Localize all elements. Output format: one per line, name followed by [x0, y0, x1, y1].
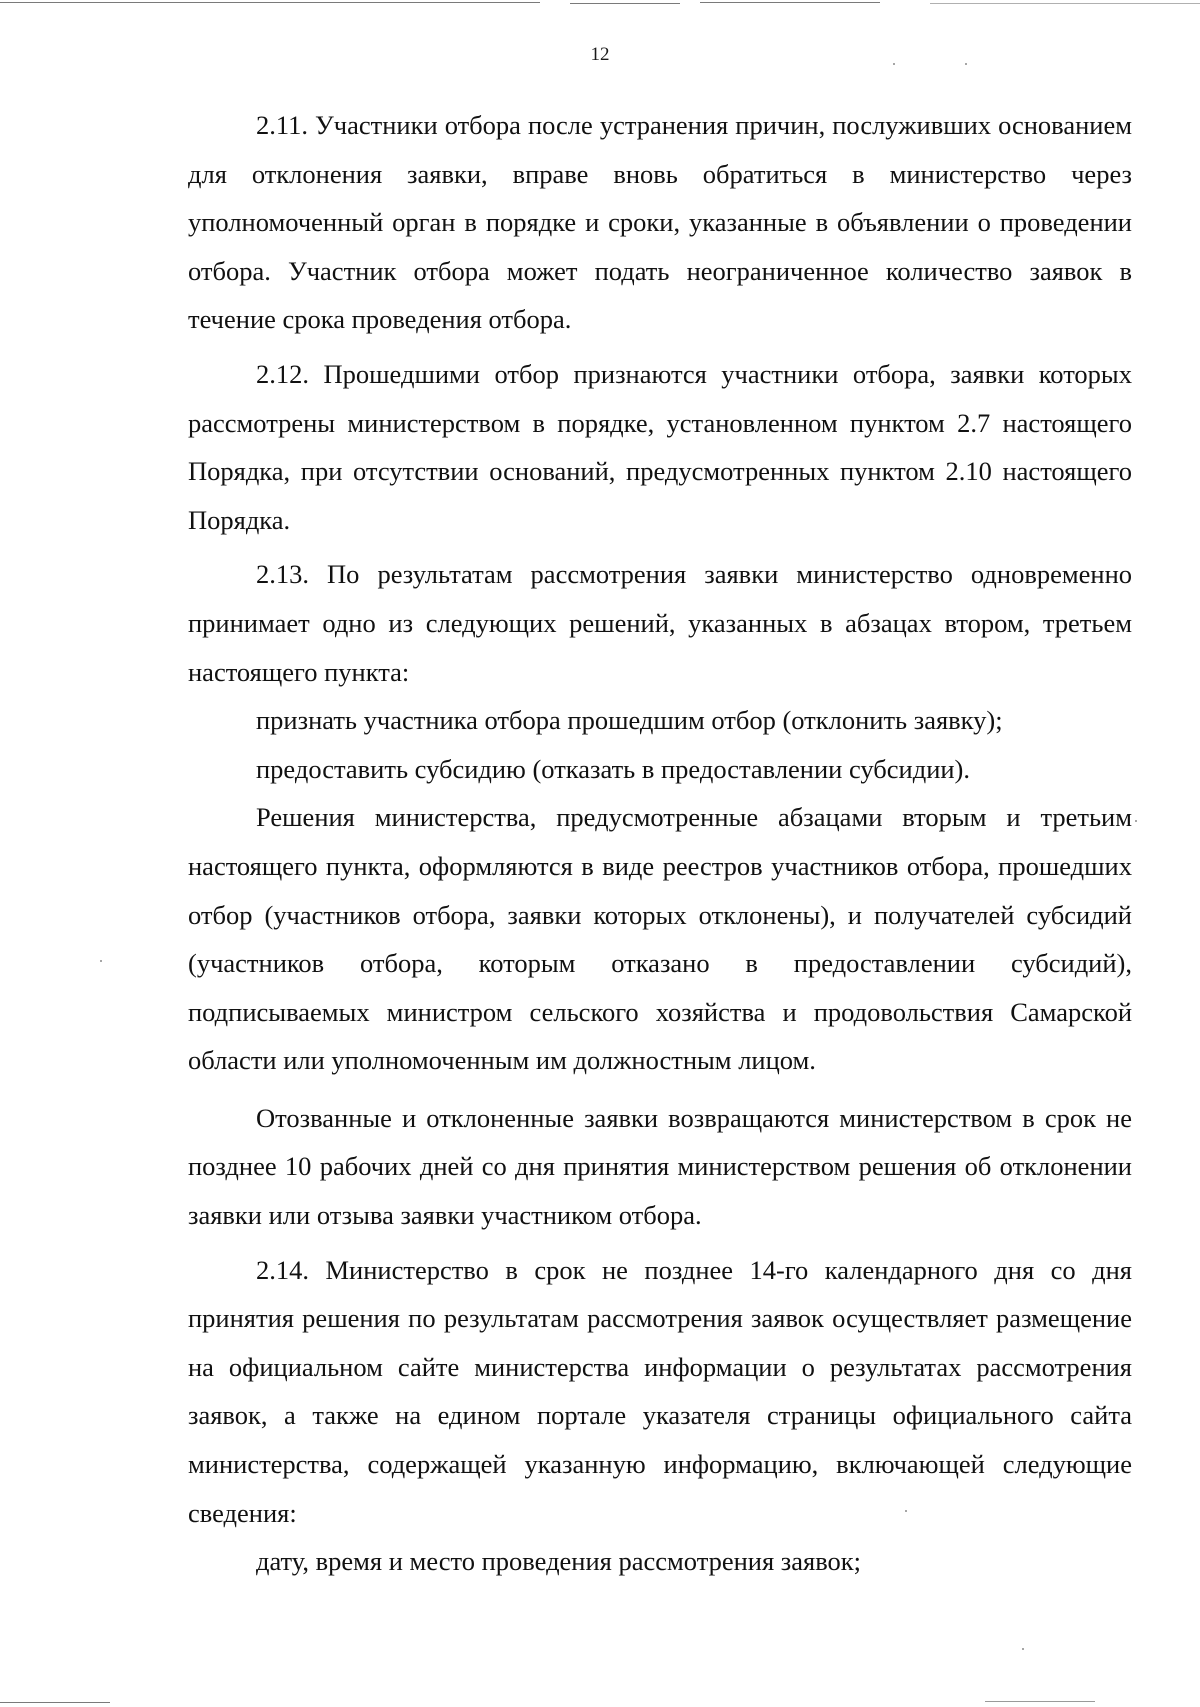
- paragraph-2-13: 2.13. По результатам рассмотрения заявки министерство одновременно принимает одно из следующих решений, указанных в абзацах втором, третьем настоящего пункта:: [188, 559, 1132, 687]
- scan-speck: [100, 960, 102, 962]
- paragraph-review-date: дату, время и место проведения рассмотрения заявок;: [256, 1546, 862, 1577]
- scan-edge-line-bottom-right: [985, 1701, 1095, 1702]
- scan-edge-line-top-right: [700, 2, 880, 3]
- paragraph-2-11: 2.11. Участники отбора после устранения причин, послуживших основанием для отклонения заявки, вправе вновь обратиться в министерство через уполномоченный орган в порядке и сроки, указанные в объявлении о проведении отбора. Участник отбора может подать неограниченное количество заявок в течение срока проведения отбора.: [188, 110, 1132, 335]
- page-number: 12: [590, 44, 610, 65]
- scan-edge-line-bottom-left: [0, 1702, 110, 1703]
- scan-edge-line-top-mid: [570, 3, 680, 4]
- scan-edge-line-top-far-right: [930, 3, 1200, 4]
- paragraph-2-14: 2.14. Министерство в срок не позднее 14-го календарного дня со дня принятия решения по результатам рассмотрения заявок осуществляет размещение на официальном сайте министерства информации о результатах рассмотрения заявок, а также на едином портале указателя страницы официального сайта министерства, содержащей указанную информацию, включающей следующие сведения:: [188, 1254, 1132, 1528]
- paragraph-2-12: 2.12. Прошедшими отбор признаются участники отбора, заявки которых рассмотрены министерством в порядке, установленном пунктом 2.7 настоящего Порядка, при отсутствии оснований, предусмотренных пунктом 2.10 настоящего Порядка.: [188, 358, 1132, 535]
- paragraph-returned-applications: Отозванные и отклоненные заявки возвращаются министерством в срок не позднее 10 рабочих дней со дня принятия министерством решения об отклонении заявки или отзыва заявки участником отбора.: [188, 1102, 1132, 1231]
- paragraph-decisions-registers: Решения министерства, предусмотренные абзацами вторым и третьим настоящего пункта, оформляются в виде реестров участников отбора, прошедших отбор (участников отбора, заявки которых отклонены), и получателей субсидий (участников отбора, которым отказано в предоставлении субсидий), подписываемых министром сельского хозяйства и продовольствия Самарской области или уполномоченным им должностным лицом.: [188, 802, 1132, 1076]
- paragraph-decision-option-1: признать участника отбора прошедшим отбор (отклонить заявку);: [256, 705, 1003, 736]
- scan-speck: [1022, 1648, 1024, 1650]
- paragraph-decision-option-2: предоставить субсидию (отказать в предоставлении субсидии).: [256, 753, 971, 784]
- scan-speck: [1135, 820, 1137, 822]
- document-body: [188, 101, 1132, 1586]
- scan-edge-line-top-left: [0, 2, 540, 3]
